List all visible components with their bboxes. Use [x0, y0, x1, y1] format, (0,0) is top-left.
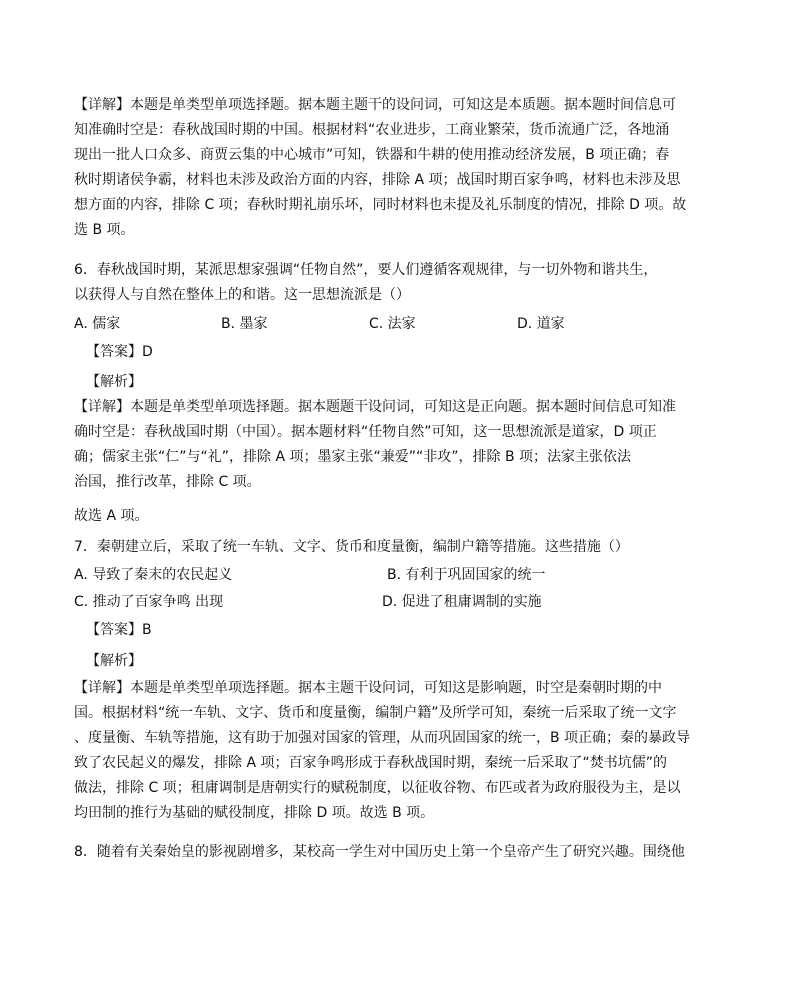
question-6-stem	[74, 258, 714, 308]
detail-line: 【详解】本题是单类型单项选择题。据本题主题干的设问词，可知这是本质题。据本题时间信息可	[74, 97, 676, 113]
stem-line: 6．春秋战国时期，某派思想家强调“任物自然”，要人们遵循客观规律，与一切外物和谐共生，	[74, 262, 658, 278]
detail-line: 知准确时空是：春秋战国时期的中国。根据材料“农业进步，工商业繁荣，货币流通广泛，各地涌	[74, 122, 670, 138]
detail-line: 确；儒家主张“仁”与“礼”，排除 A 项；墨家主张“兼爱”“非攻”，排除 B 项；法家主张依法	[74, 449, 632, 465]
analysis-label: 【解析】	[86, 374, 142, 390]
question-8-stem: 8．随着有关秦始皇的影视剧增多，某校高一学生对中国历史上第一个皇帝产生了研究兴趣。围绕他	[74, 844, 685, 860]
detail-line: 国。根据材料“统一车轨、文字、货币和度量衡，编制户籍”及所学可知，秦统一后采取了统一文字	[74, 705, 677, 721]
option-b: B. 墨家	[221, 316, 268, 332]
detail-line: 做法，排除 C 项；租庸调制是唐朝实行的赋税制度，以征收谷物、布匹或者为政府服役为主，是以	[74, 780, 681, 796]
option-a: A. 导致了秦末的农民起义	[74, 567, 233, 583]
question-7-detail	[74, 676, 714, 826]
detail-line: 现出一批人口众多、商贾云集的中心城市”可知，铁器和牛耕的使用推动经济发展，B 项正确；春	[74, 147, 670, 163]
detail-line: 均田制的推行为基础的赋役制度，排除 D 项。故选 B 项。	[74, 805, 435, 821]
detail-line: 想方面的内容，排除 C 项；春秋时期礼崩乐坏，同时材料也未提及礼乐制度的情况，排除 D 项。故	[74, 197, 687, 213]
detail-line: 【详解】本题是单类型单项选择题。据本主题干设问词，可知这是影响题，时空是秦朝时期的中	[74, 680, 662, 696]
conclusion: 故选 A 项。	[74, 508, 149, 524]
option-c: C. 法家	[369, 316, 416, 332]
detail-line: 确时空是：春秋战国时期（中国）。据本题材料“任物自然”可知，这一思想流派是道家，D 项正	[74, 424, 657, 440]
question-7-stem: 7．秦朝建立后，采取了统一车轨、文字、货币和度量衡，编制户籍等措施。这些措施（）	[74, 539, 629, 555]
option-a: A. 儒家	[74, 316, 121, 332]
detail-line: 秋时期诸侯争霸，材料也未涉及政治方面的内容，排除 A 项；战国时期百家争鸣，材料也未涉及思	[74, 172, 681, 188]
stem-line: 以获得人与自然在整体上的和谐。这一思想流派是（）	[74, 287, 410, 303]
detail-line: 致了农民起义的爆发，排除 A 项；百家争鸣形成于春秋战国时期，秦统一后采取了“焚书坑儒”的	[74, 755, 667, 771]
detail-line: 【详解】本题是单类型单项选择题。据本题题干设问词，可知这是正向题。据本题时间信息可知准	[74, 399, 676, 415]
answer-label: 【答案】D	[86, 344, 153, 360]
option-d: D. 促进了租庸调制的实施	[382, 594, 542, 610]
detail-line: 治国，推行改革，排除 C 项。	[74, 474, 261, 490]
detail-line: 、度量衡、车轨等措施，这有助于加强对国家的管理，从而巩固国家的统一，B 项正确；秦的暴政导	[74, 730, 691, 746]
option-b: B. 有利于巩固国家的统一	[387, 567, 546, 583]
prev-question-detail	[74, 93, 714, 243]
answer-label: 【答案】B	[86, 622, 152, 638]
analysis-label: 【解析】	[86, 653, 142, 669]
option-d: D. 道家	[517, 316, 565, 332]
detail-line: 选 B 项。	[74, 222, 135, 238]
option-c: C. 推动了百家争鸣 出现	[74, 594, 224, 610]
question-6-detail	[74, 395, 714, 495]
